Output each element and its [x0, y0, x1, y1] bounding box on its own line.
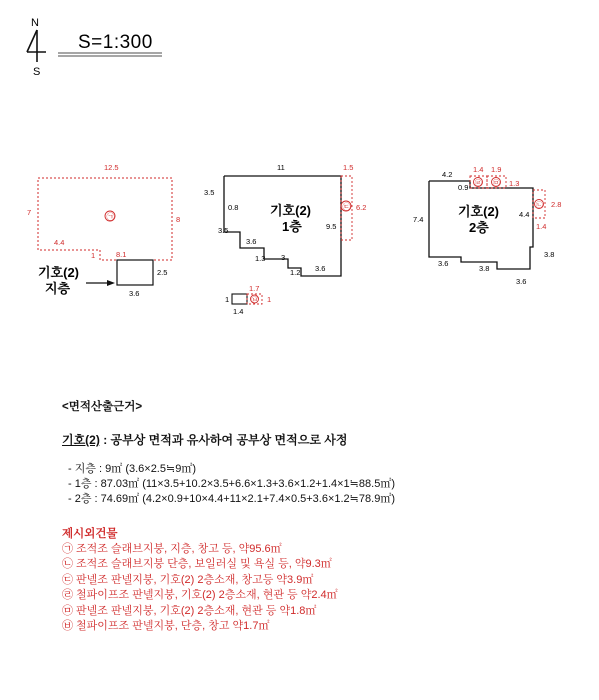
north-label: N — [31, 17, 39, 29]
dim-f2-36: 3.6 — [438, 259, 449, 268]
subject-label: 기호(2) — [62, 433, 100, 447]
dim-basement-left: 7 — [27, 208, 32, 217]
dim-f2-38a: 3.8 — [479, 264, 490, 273]
basement-building-outline — [117, 260, 153, 285]
dim-annex-1: 1 — [225, 295, 230, 304]
dim-f2-42: 4.2 — [442, 170, 453, 179]
floor1-plan — [204, 163, 366, 316]
dim-f1-36b: 3.6 — [315, 264, 326, 273]
extra-building-f: ㉥ 철파이프조 판넬지붕, 단층, 창고 약1.7㎡ — [62, 620, 270, 633]
dim-f1-35b: 3.5 — [218, 226, 229, 235]
dim-basement-inner: 4.4 — [54, 238, 65, 247]
dim-f1-top: 11 — [277, 163, 285, 172]
dim-f1-topred: 1.5 — [343, 163, 354, 172]
dim-f2-red28: 2.8 — [551, 200, 562, 209]
marker-f: ㉥ — [251, 297, 259, 304]
dim-f2-38b: 3.8 — [544, 250, 555, 259]
extra-building-a: ㉠ 조적조 슬래브지붕, 지층, 창고 등, 약95.6㎡ — [62, 543, 282, 555]
marker-e: ㉤ — [492, 180, 500, 188]
dim-annex-14: 1.4 — [233, 307, 244, 316]
dim-basement-step: 1 — [91, 251, 96, 260]
dim-f1-08: 0.8 — [228, 203, 239, 212]
extra-buildings-title: 제시외건물 — [62, 528, 118, 540]
subject-text: : 공부상 면적과 유사하여 공부상 면적으로 사정 — [99, 433, 348, 447]
dim-basement-boxright: 2.5 — [157, 268, 168, 277]
basement-plan — [27, 163, 180, 298]
dim-basement-right: 8 — [176, 215, 181, 224]
dim-basement-top: 12.5 — [104, 163, 119, 172]
basement-label-2: 지층 — [45, 281, 71, 296]
area-calculation-notes — [62, 400, 582, 634]
dim-f1-12: 1.2 — [290, 268, 301, 277]
marker-a: ㉠ — [106, 212, 115, 222]
dim-f1-95: 9.5 — [326, 222, 337, 231]
dim-f1-13: 1.3 — [255, 254, 266, 263]
dim-f2-44: 4.4 — [519, 210, 530, 219]
marker-c: ㉢ — [342, 202, 351, 212]
floor2-label-1: 기호(2) — [458, 204, 500, 219]
extra-building-e: ㉤ 판넬조 판넬지붕, 기호(2) 2층소재, 현관 등 약1.8㎡ — [62, 604, 317, 617]
floor1-label-2: 1층 — [282, 219, 302, 234]
south-label: S — [33, 66, 41, 78]
notes-header: <면적산출근거> — [62, 401, 143, 413]
floor-area-2f: - 2층 : 74.69㎡ (4.2×0.9+10×4.4+11×2.1+7.4×0.5+3.6×1.2≒78.9㎡) — [68, 493, 395, 505]
dim-f2-red14b: 1.4 — [536, 222, 547, 231]
notes-subject — [62, 433, 582, 448]
dim-f2-74: 7.4 — [413, 215, 424, 224]
dim-f2-36b: 3.6 — [516, 277, 527, 286]
extra-building-c: ㉢ 판넬조 판넬지붕, 기호(2) 2층소재, 창고등 약3.9㎡ — [62, 573, 314, 586]
dim-f2-09: 0.9 — [458, 183, 469, 192]
extra-building-d: ㉣ 철파이프조 판넬지붕, 기호(2) 2층소재, 현관 등 약2.4㎡ — [62, 589, 338, 602]
floor-area-1f: - 1층 : 87.03㎡ (11×3.5+10.2×3.5+6.6×1.3+3.6×1.2+1.4×1≒88.5㎡) — [68, 478, 395, 490]
dim-f1-36a: 3.6 — [246, 237, 257, 246]
floor1-annex-outline — [232, 294, 247, 304]
dim-basement-boxbottom: 3.6 — [129, 289, 140, 298]
dim-annex-17: 1.7 — [249, 284, 260, 293]
north-arrow — [27, 17, 46, 78]
dim-annex-red1: 1 — [267, 295, 272, 304]
basement-label-1: 기호(2) — [38, 265, 80, 280]
extra-building-b: ㉡ 조적조 슬래브지붕 단층, 보일러실 및 욕실 등, 약9.3㎡ — [62, 558, 332, 571]
dim-f2-red14a: 1.4 — [473, 165, 484, 174]
scale-label: S=1:300 — [78, 32, 153, 53]
floor1-label-1: 기호(2) — [270, 203, 312, 218]
marker-b: ㉡ — [535, 202, 543, 210]
dim-f1-3: 3 — [281, 253, 286, 262]
dim-basement-boxtop: 8.1 — [116, 250, 127, 259]
dim-f2-red13: 1.3 — [509, 179, 520, 188]
basement-arrow-head — [107, 280, 115, 286]
dim-f2-red19: 1.9 — [491, 165, 502, 174]
floor-area-basement: - 지층 : 9㎡ (3.6×2.5≒9㎡) — [68, 463, 196, 475]
extra-building-a-outline — [38, 178, 172, 260]
dim-f1-62: 6.2 — [356, 203, 367, 212]
floor2-label-2: 2층 — [469, 220, 489, 235]
dim-f1-35a: 3.5 — [204, 188, 215, 197]
floor2-plan — [413, 165, 561, 286]
marker-d: ㉣ — [474, 180, 482, 188]
